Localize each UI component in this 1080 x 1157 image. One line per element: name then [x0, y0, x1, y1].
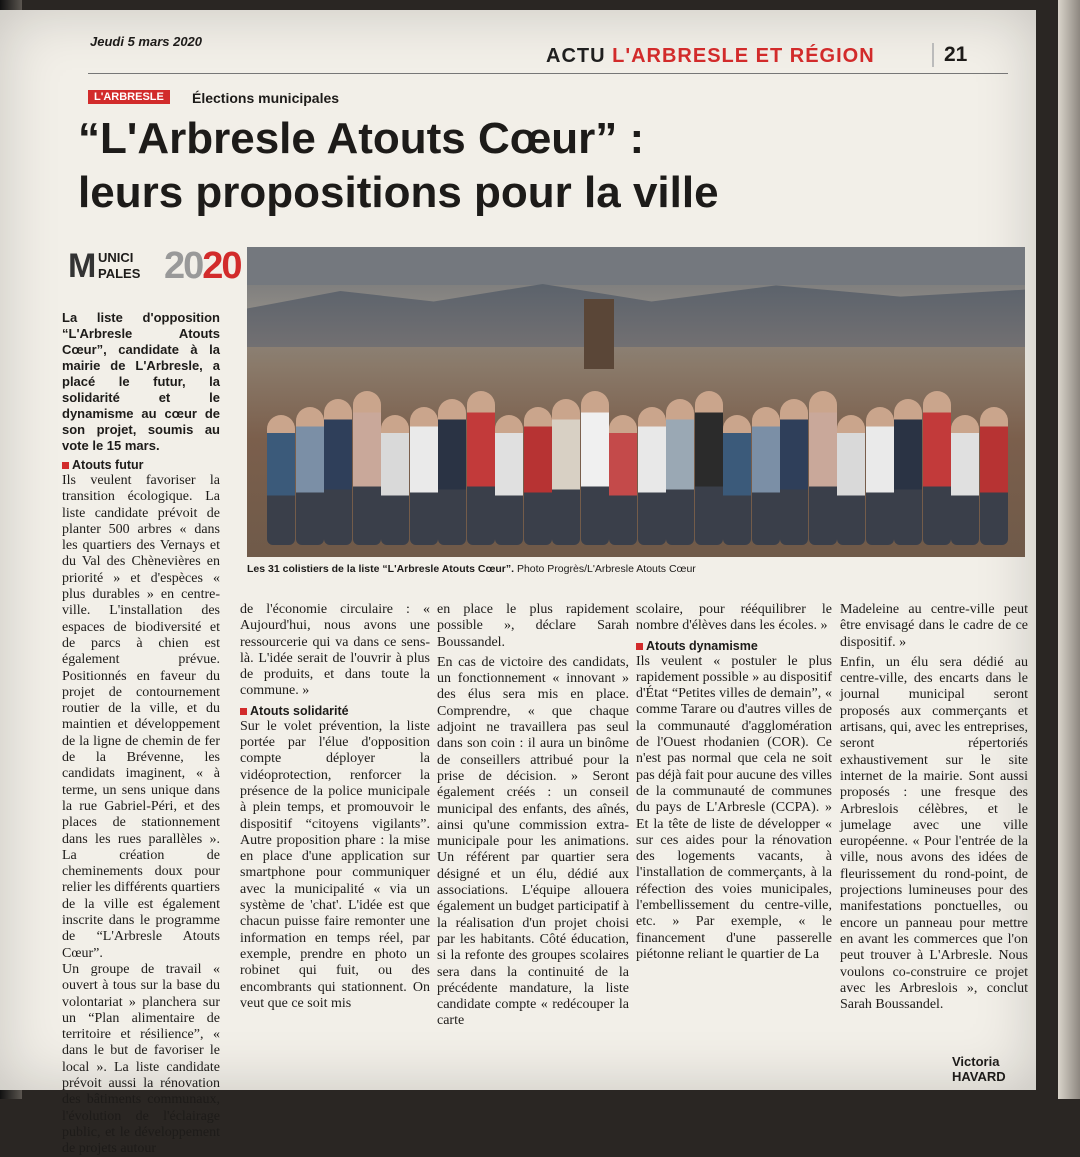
- person-silhouette: [923, 391, 951, 545]
- municipales-logo: [68, 247, 248, 292]
- person-silhouette: [780, 399, 808, 545]
- photo-sky: [247, 247, 1025, 285]
- person-silhouette: [980, 407, 1008, 545]
- section-header: [546, 45, 875, 68]
- person-silhouette: [296, 407, 324, 545]
- logo-line-1: UNICI: [98, 250, 134, 265]
- page-number: 21: [932, 43, 967, 67]
- headline-line-2: leurs propositions pour la ville: [78, 168, 719, 217]
- subhead-solidarite: Atouts solidarité: [240, 704, 430, 718]
- article-headline: [78, 112, 978, 220]
- person-silhouette: [666, 399, 694, 545]
- caption-credit: Photo Progrès/L'Arbresle Atouts Cœur: [516, 563, 696, 575]
- person-silhouette: [495, 415, 523, 545]
- group-photo: [247, 247, 1025, 557]
- col3-paragraph-1: en place le plus rapidement possible », déclare Sarah Boussandel.: [437, 602, 629, 650]
- page-edge: [1058, 0, 1080, 1099]
- col4-paragraph-1: scolaire, pour rééquilibrer le nombre d'élèves dans les écoles. »: [636, 602, 832, 634]
- person-silhouette: [438, 399, 466, 545]
- person-silhouette: [894, 399, 922, 545]
- person-silhouette: [267, 415, 295, 545]
- caption-text: Les 31 colistiers de la liste “L'Arbresle Atouts Cœur”.: [247, 563, 515, 575]
- person-silhouette: [809, 391, 837, 545]
- person-silhouette: [324, 399, 352, 545]
- photo-hills: [247, 277, 1025, 347]
- person-silhouette: [951, 415, 979, 545]
- person-silhouette: [695, 391, 723, 545]
- col5-paragraph-1: Madeleine au centre-ville peut être envisagé dans le cadre de ce dispositif. »: [840, 602, 1028, 650]
- article-chapeau: La liste d'opposition “L'Arbresle Atouts Cœur”, candidate à la mairie de L'Arbresle, a placé le futur, la solidarité et le dynamisme au cœur de son projet, soumis au vote le 15 mars.: [62, 310, 220, 453]
- col5-paragraph-2: Enfin, un élu sera dédié au centre-ville, des encarts dans le journal municipal seront proposés aux commerçants et artisans, qui, avec les entreprises, seront répertoriés exhaustivement sur le site internet de la mairie. Sont aussi proposés : une fresque des Arbreslois célèbres, et le jumelage avec une ville européenne. « Pour l'entrée de la ville, nous avons des idées de fleurissement du rond-point, de projections lumineuses pour des manifestations ponctuelles, ou encore un panneau pour mettre en avant les commerces que l'on peut trouver à L'Arbresle. Nous voulons co-construire ce projet avec les Arbreslois », conclut Sarah Boussandel.: [840, 654, 1028, 1013]
- person-silhouette: [752, 407, 780, 545]
- person-silhouette: [837, 415, 865, 545]
- column-4: [636, 602, 832, 1054]
- logo-m: M: [68, 247, 97, 285]
- subhead-dynamisme: Atouts dynamisme: [636, 639, 832, 653]
- photo-people: [267, 365, 1007, 545]
- person-silhouette: [552, 399, 580, 545]
- col4-paragraph-2: Ils veulent « postuler le plus rapidement possible » au dispositif d'État “Petites villes de demain”, « comme Tarare ou d'autres villes de la communauté d'agglomération de l'Ouest rhodanien (COR). Ce n'est pas normal que cela ne soit pas déjà fait pour aucune des villes de la communauté de communes du pays de L'Arbresle (CCPA). » Et la tête de liste de développer « sur ces aides pour la rénovation des logements vacants, à l'installation de commerçants, à la réfection des voies municipales, l'embellissement du centre-ville, etc. » Par exemple, « le financement d'une passerelle piétonne reliant le quartier de La: [636, 653, 832, 962]
- section-actu: ACTU: [546, 45, 606, 67]
- newspaper-page: [0, 10, 1036, 1157]
- person-silhouette: [353, 391, 381, 545]
- article-kicker: Élections municipales: [192, 90, 340, 106]
- col3-paragraph-2: En cas de victoire des candidats, un fonctionnement « innovant » des élus sera mis en place. Comprendre, « que chaque adjoint ne travaillera pas seul dans son coin : il aura un binôme de conseillers attribué pour la prise de décision. » Seront également créés : un conseil municipal des enfants, des aînés, ainsi qu'une commission extra-municipale pour les animations. Un référent par quartier sera désigné et un élu, dédié aux associations. L'équipe allouera également un budget participatif à la réalisation d'un projet choisi par les habitants. Côté éducation, si la refonte des groupes scolaires sera dans la continuité de la précédente mandature, la liste candidate compte « redécouper la carte: [437, 654, 629, 1029]
- person-silhouette: [866, 407, 894, 545]
- person-silhouette: [581, 391, 609, 545]
- col2-paragraph-1: de l'économie circulaire : « Aujourd'hui, nous avons une ressourcerie qui va dans ce sens-là. L'idée serait de l'ouvrir à plus de produits, et dans toute la commune. »: [240, 602, 430, 699]
- header-rule: [88, 73, 1008, 74]
- column-2: [240, 602, 430, 1054]
- person-silhouette: [609, 415, 637, 545]
- subhead-futur: Atouts futur: [62, 458, 220, 472]
- person-silhouette: [467, 391, 495, 545]
- person-silhouette: [638, 407, 666, 545]
- person-silhouette: [524, 407, 552, 545]
- location-tag: L'ARBRESLE: [88, 90, 170, 104]
- section-region: L'ARBRESLE ET RÉGION: [612, 45, 875, 67]
- logo-year: 2020: [164, 245, 241, 287]
- column-3: [437, 602, 629, 1054]
- photo-caption: [247, 563, 1027, 575]
- column-5: [840, 602, 1028, 1054]
- col2-paragraph-2: Sur le volet prévention, la liste portée par l'élue d'opposition compte déployer la vidéoprotection, renforcer la présence de la police municipale à plein temps, et promouvoir le dispositif “citoyens vigilants”. Autre proposition phare : la mise en place d'une application sur smartphone pour communiquer avec la municipalité « via un système de 'chat'. L'idée est que chacun puisse faire remonter une information en temps réel, par exemple, prendre en photo un robinet qui fuit, ou des encombrants qui stationnent. On veut que ce soit mis: [240, 718, 430, 1011]
- headline-line-1: “L'Arbresle Atouts Cœur” :: [78, 114, 645, 163]
- article-byline: Victoria HAVARD: [952, 1054, 1006, 1084]
- col1-paragraph-2: Un groupe de travail « ouvert à tous sur la base du volontariat » planchera sur un “Plan alimentaire de territoire et résilience”, « dans le but de favoriser le local ». La liste candidate prévoit aussi la rénovation des bâtiments communaux, l'évolution de l'éclairage public, et le développement de projets autour: [62, 961, 220, 1157]
- person-silhouette: [723, 415, 751, 545]
- person-silhouette: [410, 407, 438, 545]
- person-silhouette: [381, 415, 409, 545]
- photo-church-tower: [584, 299, 614, 369]
- logo-line-2: PALES: [98, 266, 141, 281]
- column-1: [62, 310, 220, 1157]
- issue-date: Jeudi 5 mars 2020: [90, 34, 203, 49]
- col1-paragraph-1: Ils veulent favoriser la transition écologique. La liste candidate prévoit de planter 500 arbres « dans les quartiers des Vernays et du Val des Chènevières en priorité » et d'espèces « plus durables » en centre-ville. L'installation des espaces de biodiversité et de parcs à chien est également prévue. Positionnés en faveur du projet de contournement routier de la ville, et du maintien et développement de la ligne de chemin de fer de la Brévenne, les candidats imaginent, « à terme, un sens unique dans la rue Gabriel-Péri, et des places de stationnement dans les rues parallèles ». La création de cheminements doux pour relier les différents quartiers de la ville est également inscrite dans le programme de “L'Arbresle Atouts Cœur”.: [62, 473, 220, 961]
